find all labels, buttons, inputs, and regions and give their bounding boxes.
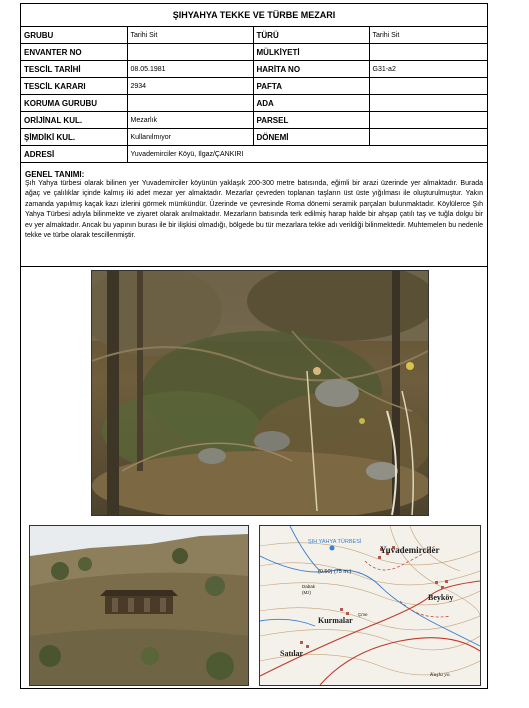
address-value: Yuvademirciler Köyü, Ilgaz/ÇANKIRI (127, 146, 487, 163)
map-label-elev: (0.50) (75 m.) (318, 569, 352, 575)
map-label-village4: Satılar (280, 649, 304, 658)
field-value (369, 44, 487, 61)
info-row (21, 95, 487, 112)
topographic-map (259, 525, 481, 686)
field-value (369, 78, 487, 95)
map-label-site: ŞIH YAHYA TÜRBESİ (308, 539, 362, 545)
address-row (21, 146, 487, 163)
field-value (369, 112, 487, 129)
field-value: 2934 (127, 78, 253, 95)
info-row (21, 61, 487, 78)
field-label: KORUMA GURUBU (21, 95, 127, 112)
field-label: MÜLKİYETİ (253, 44, 369, 61)
field-value (127, 44, 253, 61)
map-label-road: Kuşlu yo. (430, 672, 451, 678)
field-value: Mezarlık (127, 112, 253, 129)
site-photo-hillside (29, 525, 249, 686)
address-label: ADRESİ (21, 146, 127, 163)
field-label: PAFTA (253, 78, 369, 95)
field-label: ADA (253, 95, 369, 112)
info-row (21, 78, 487, 95)
page-title: ŞIHYAHYA TEKKE VE TÜRBE MEZARI (21, 4, 487, 27)
field-label: ORİJİNAL KUL. (21, 112, 127, 129)
map-label-small2: (Mz) (302, 590, 311, 595)
field-label: TÜRÜ (253, 27, 369, 44)
info-row (21, 27, 487, 44)
map-label-village2: Beyköy (428, 593, 454, 602)
field-label: HARİTA NO (253, 61, 369, 78)
field-label: DÖNEMİ (253, 129, 369, 146)
field-label: TESCİL TARİHİ (21, 61, 127, 78)
field-value: Kullanılmıyor (127, 129, 253, 146)
info-row (21, 129, 487, 146)
field-value (369, 129, 487, 146)
field-label: PARSEL (253, 112, 369, 129)
map-label-small1: Dabak (302, 584, 316, 589)
info-table (21, 26, 487, 163)
description-section (21, 169, 487, 267)
field-label: ŞİMDİKİ KUL. (21, 129, 127, 146)
field-label: GRUBU (21, 27, 127, 44)
map-label-village3: Kurmalar (318, 616, 353, 625)
site-photo-main (91, 270, 429, 516)
info-row (21, 44, 487, 61)
description-text: Şıh Yahya türbesi olarak bilinen yer Yuvademirciler köyünün yaklaşık 200-300 metre batısında, eğimli bir arazi üzerinde yer almaktadır. Burada ağaç ve çalılıklar içinde kalmış iki adet mezar yer almaktadır. Mezarlar çevreden toplanan taşların üst üste yığılması ile oluşturulmuştur. Yakın zamanda yapılmış kaçak kazı izlerini görmek mümkündür. Üzerinde ve çevresinde Roma dönemi seramik parçaları bulunmaktadır. Köylülerce Şıh Yahya Türbesi adıyla bilinmekte ve ziyaret olarak anılmaktadır. Mezarların batısında terk edilmiş harap halde bir ahşap çatılı taş ve tuğla dolgu bir ev yer almaktadır. Ancak bu yapının burası ile bir ilişkisi olmadığı, bölgede bu tür mezarlara tekke adı verildiği bilinmektedir. Muhtemelen bu nedenle tekke ve türbe olarak tescillenmiştir. (25, 180, 483, 240)
map-label-small3: Çme (358, 612, 368, 617)
field-value: Tarihi Sit (369, 27, 487, 44)
description-heading: GENEL TANIMI: (25, 170, 85, 179)
field-label: ENVANTER NO (21, 44, 127, 61)
field-value (369, 95, 487, 112)
field-value: Tarihi Sit (127, 27, 253, 44)
inventory-sheet (20, 3, 488, 689)
info-row (21, 112, 487, 129)
field-value (127, 95, 253, 112)
field-label: TESCİL KARARI (21, 78, 127, 95)
map-label-village1: Yuvademirciler (380, 545, 440, 555)
field-value: 08.05.1981 (127, 61, 253, 78)
field-value: G31-a2 (369, 61, 487, 78)
